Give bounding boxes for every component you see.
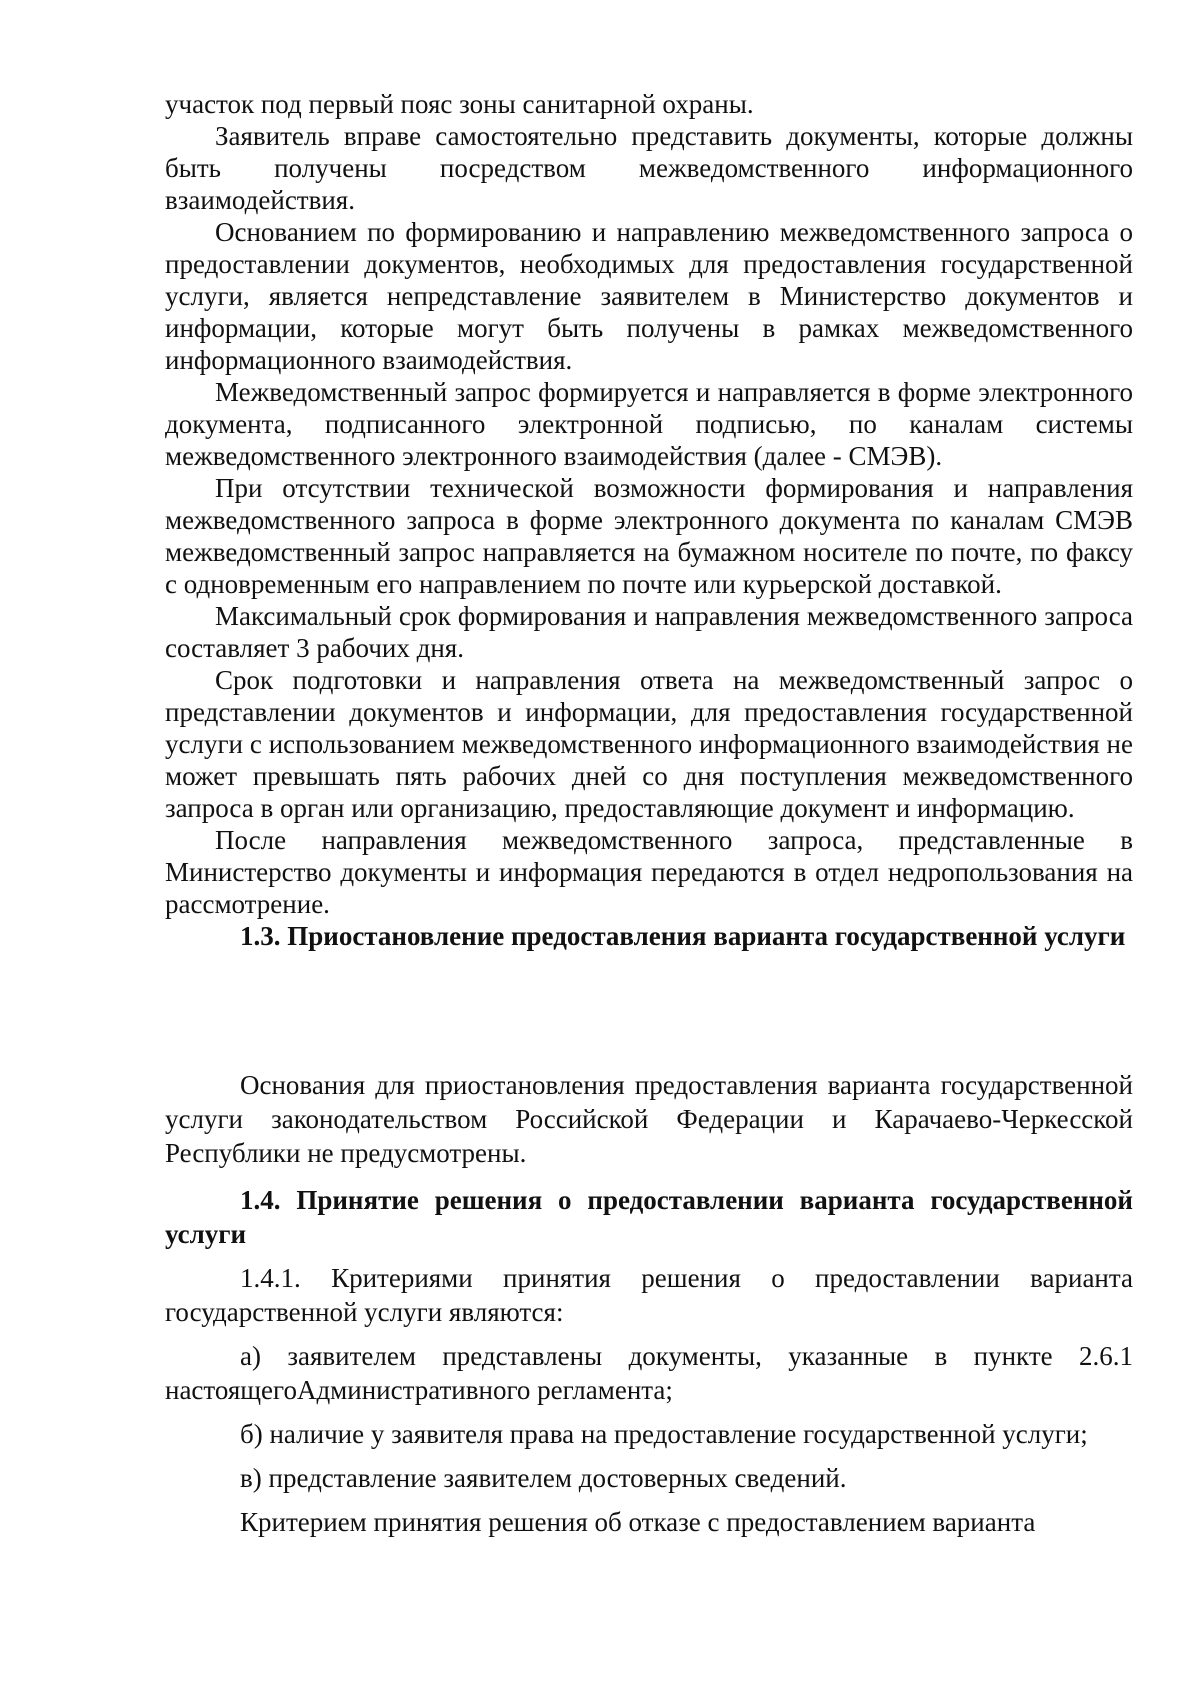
paragraph-suspension-grounds: Основания для приостановления предоставления варианта государственной услуги законодательством Российской Федерации и Карачаево-Черкесской Республики не предусмотрены. — [165, 1070, 1133, 1168]
paragraph-continuation: участок под первый пояс зоны санитарной охраны. — [165, 89, 754, 119]
list-item-b: б) наличие у заявителя права на предоставление государственной услуги; — [240, 1419, 1088, 1449]
paragraph-max-term: Максимальный срок формирования и направления межведомственного запроса составляет 3 рабочих дня. — [165, 601, 1133, 663]
section-1-3-body — [165, 1068, 1133, 1170]
section-heading-1-3: 1.3. Приостановление предоставления варианта государственной услуги — [240, 921, 1126, 951]
paragraph-no-technical-possibility: При отсутствии технической возможности формирования и направления межведомственного запроса в форме электронного документа по каналам СМЭВ межведомственный запрос направляется на бумажном носителе по почте, по факсу с одновременным его направлением по почте или курьерской доставкой. — [165, 473, 1133, 599]
paragraph-criteria: 1.4.1. Критериями принятия решения о предоставлении варианта государственной услуги являются: — [165, 1263, 1133, 1327]
paragraph-response-term: Срок подготовки и направления ответа на межведомственный запрос о представлении документов и информации, для предоставления государственной услуги с использованием межведомственного информационного взаимодействия не может превышать пять рабочих дней со дня поступления межведомственного запроса в орган или организацию, предоставляющие документ и информацию. — [165, 665, 1133, 823]
paragraph-refusal-criterion: Критерием принятия решения об отказе с предоставлением варианта — [240, 1507, 1036, 1537]
document-body-upper — [165, 88, 1133, 952]
paragraph-request-form: Межведомственный запрос формируется и направляется в форме электронного документа, подписанного электронной подписью, по каналам системы межведомственного электронного взаимодействия (далее - СМЭВ). — [165, 377, 1133, 471]
section-heading-1-4: 1.4. Принятие решения о предоставлении варианта государственной услуги — [165, 1185, 1133, 1249]
section-1-4 — [165, 1183, 1133, 1539]
paragraph-applicant-right: Заявитель вправе самостоятельно представить документы, которые должны быть получены посредством межведомственного информационного взаимодействия. — [165, 121, 1133, 215]
paragraph-request-basis: Основанием по формированию и направлению межведомственного запроса о предоставлении документов, необходимых для предоставления государственной услуги, является непредставление заявителем в Министерство документов и информации, которые могут быть получены в рамках межведомственного информационного взаимодействия. — [165, 217, 1133, 375]
paragraph-after-request: После направления межведомственного запроса, представленные в Министерство документы и информация передаются в отдел недропользования на рассмотрение. — [165, 825, 1133, 919]
list-item-v: в) представление заявителем достоверных сведений. — [240, 1463, 847, 1493]
list-item-a: а) заявителем представлены документы, указанные в пункте 2.6.1 настоящегоАдминистративного регламента; — [165, 1341, 1133, 1405]
